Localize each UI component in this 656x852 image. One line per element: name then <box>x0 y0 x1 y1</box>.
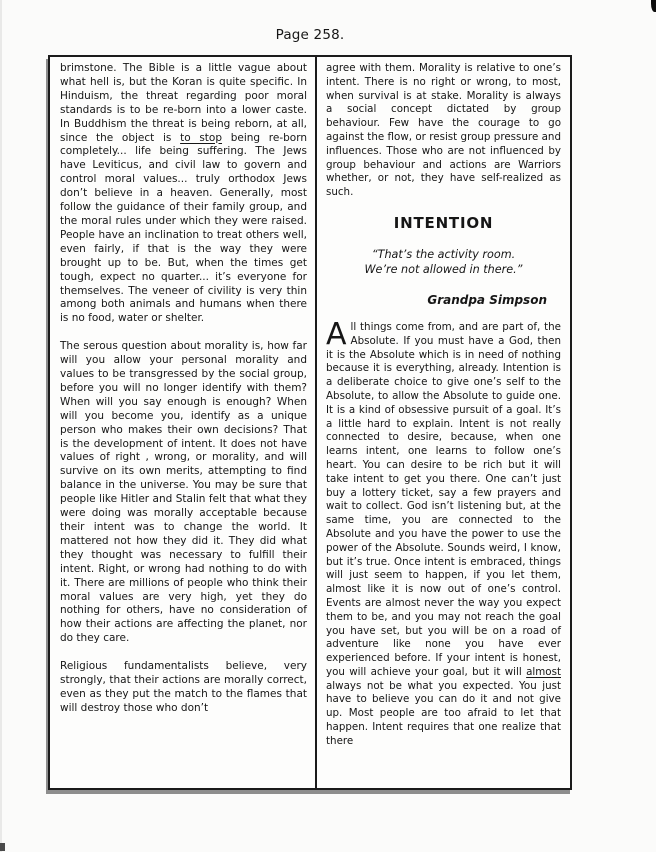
paragraph <box>60 62 307 326</box>
page-number: Page 258. <box>275 27 345 43</box>
paragraph-text: ll things come from, and are part of, the Absolute. If you must have a God, then it is the Absolute which is in need of nothing because it is everything, already. Intention is a deliberate choice to give one’s self to the Absolute, to allow the Absolute to guide one. It is a kind of obsessive pursuit of a goal. It’s a little hard to explain. Intent is not really connected to desire, because, when one learns intent, one learns to follow one’s heart. You can desire to be rich but it will take intent to get you there. One can’t just buy a lottery ticket, say a few prayers and wait to collect. God isn’t listening but, at the same time, you are connected to the Absolute and you have the power to use the power of the Absolute. Sounds weird, I know, but it’s true. Once intent is embraced, things will just seem to happen, if you let them, almost like it is now out of one’s control. Events are almost never the way you expect them to be, and you may not reach the goal you have set, but you will be on a road of adventure like none you have ever experienced before. If your intent is honest, you will achieve your goal, but it will <box>326 320 561 678</box>
paragraph <box>326 316 561 749</box>
paragraph: The serous question about morality is, how far will you allow your personal morality and values to be transgressed by the social group, before you will no longer identify with them? When will you say enough is enough? When will you become you, identify as a unique person who makes their own decisions? That is the development of intent. It does not have values of right , wrong, or morality, and will survive on its own merits, attempting to find balance in the universe. You may be sure that people like Hitler and Stalin felt that what they were doing was morally acceptable because their intent was to change the world. It mattered not how they did it. They did what they thought was necessary to fulfill their intent. Right, or wrong had nothing to do with it. There are millions of people who think their moral values are very high, yet they do nothing for others, have no consideration of how their actions are affecting the planet, nor do they care. <box>60 340 307 645</box>
quote-line: We’re not allowed in there.” <box>364 263 523 277</box>
paragraph-text: always not be what you expected. You just have to believe you can do it and not give up. Most people are too afraid to let that happen. Intent requires that one realize that there <box>326 679 561 747</box>
paragraph: agree with them. Morality is relative to one’s intent. There is no right or wrong, to most, when survival is at stake. Morality is always a social concept dictated by group behaviour. Few have the courage to go against the flow, or resist group pressure and influences. Those who are not influenced by group behaviour and actions are Warriors whether, or not, they have self-realized as such. <box>326 62 561 199</box>
underlined-text: almost <box>526 665 561 678</box>
left-column <box>50 57 317 788</box>
underlined-text: to stop <box>180 131 223 144</box>
content-box <box>48 55 572 790</box>
epigraph-quote <box>326 247 561 278</box>
drop-cap: A <box>326 316 347 352</box>
paragraph-text: brimstone. The Bible is a little vague about what hell is, but the Koran is quite specific. In Hinduism, the threat regarding poor moral standards is to be re-born into a lower caste. In Buddhism the threat is being reborn, at all, since the object is <box>60 62 307 144</box>
scan-artifact-top-right <box>651 0 656 12</box>
paragraph-text: being re-born completely... life being suffering. The Jews have Leviticus, and civil law to govern and control moral values... truly orthodox Jews don’t believe in a heaven. Generally, most follow the guidance of their family group, and the moral rules under which they were raised. People have an inclination to treat others well, even fairly, if that is the way they were brought up to be. But, when the times get tough, expect no quarter... it’s everyone for themselves. The veneer of civility is very thin among both animals and humans when there is no food, water or shelter. <box>60 131 308 325</box>
section-heading: INTENTION <box>393 213 494 232</box>
scan-artifact-bottom-left <box>0 843 5 851</box>
quote-line: “That’s the activity room. <box>371 247 516 261</box>
scan-edge-shadow <box>0 0 2 852</box>
paragraph: Religious fundamentalists believe, very strongly, that their actions are morally correct, even as they put the match to the flames that will destroy those who don’t <box>60 660 307 714</box>
quote-attribution: Grandpa Simpson <box>427 292 547 307</box>
right-column <box>317 57 570 788</box>
